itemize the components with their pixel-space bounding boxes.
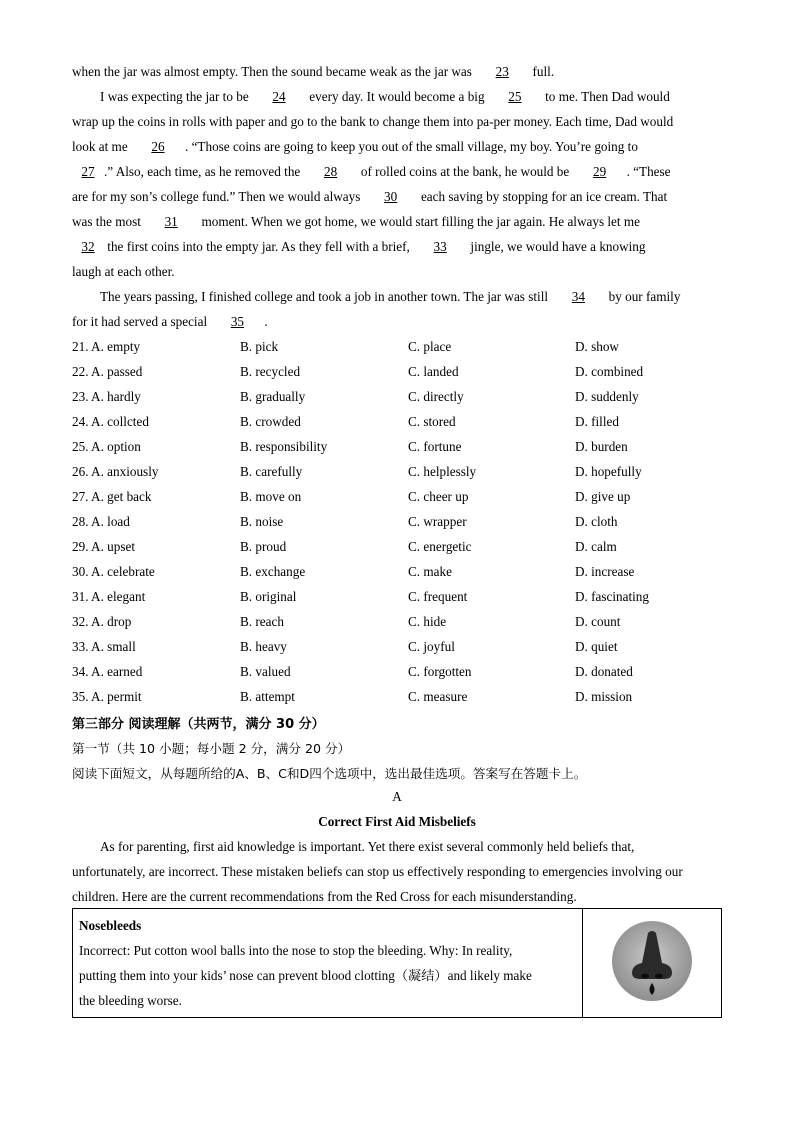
- passage-line-10: The years passing, I finished college and took a job in another town. The jar was still 34 by our family: [100, 289, 681, 304]
- option-34-b: B. valued: [240, 664, 291, 679]
- intro-line-2: unfortunately, are incorrect. These mistaken beliefs can stop us effectively responding to emergencies involving our: [72, 864, 683, 879]
- option-23-b: B. gradually: [240, 389, 306, 404]
- option-33-b: B. heavy: [240, 639, 287, 654]
- option-22-a: 22. A. passed: [72, 364, 143, 379]
- option-row-32: [72, 614, 722, 634]
- passage-letter: A: [392, 789, 402, 804]
- option-row-26: [72, 464, 722, 484]
- option-22-d: D. combined: [575, 364, 644, 379]
- option-35-b: B. attempt: [240, 689, 295, 704]
- option-24-c: C. stored: [408, 414, 456, 429]
- passage-line-11: for it had served a special 35 .: [72, 314, 268, 329]
- intro-line-3: children. Here are the current recommendations from the Red Cross for each misunderstanding.: [72, 889, 577, 904]
- blank-23: 23: [495, 64, 509, 79]
- option-25-c: C. fortune: [408, 439, 462, 454]
- option-25-b: B. responsibility: [240, 439, 328, 454]
- blank-27: 27: [81, 164, 95, 179]
- option-26-a: 26. A. anxiously: [72, 464, 159, 479]
- option-25-a: 25. A. option: [72, 439, 141, 454]
- passage-line-6: are for my son’s college fund.” Then we would always 30 each saving by stopping for an ice cream. That: [72, 189, 668, 204]
- option-row-22: [72, 364, 722, 384]
- option-34-a: 34. A. earned: [72, 664, 143, 679]
- blank-29: 29: [592, 164, 607, 179]
- option-31-a: 31. A. elegant: [72, 589, 146, 604]
- option-22-b: B. recycled: [240, 364, 301, 379]
- option-22-c: C. landed: [408, 364, 459, 379]
- option-23-c: C. directly: [408, 389, 464, 404]
- option-21-d: D. show: [575, 339, 619, 354]
- option-35-d: D. mission: [575, 689, 633, 704]
- option-33-d: D. quiet: [575, 639, 618, 654]
- option-32-a: 32. A. drop: [72, 614, 132, 629]
- section-heading: 第三部分 阅读理解（共两节，满分 30 分）: [72, 717, 325, 732]
- option-31-c: C. frequent: [408, 589, 468, 604]
- option-32-b: B. reach: [240, 614, 284, 629]
- option-row-23: [72, 389, 722, 409]
- option-27-b: B. move on: [240, 489, 302, 504]
- option-row-25: [72, 439, 722, 459]
- passage-line-4: look at me 26 . “Those coins are going to keep you out of the small village, my boy. You’re going to: [72, 139, 642, 154]
- option-35-a: 35. A. permit: [72, 689, 142, 704]
- option-24-a: 24. A. collcted: [72, 414, 149, 429]
- option-23-a: 23. A. hardly: [72, 389, 141, 404]
- nosebleed-image-cell: [583, 909, 722, 1018]
- option-34-d: D. donated: [575, 664, 633, 679]
- option-33-a: 33. A. small: [72, 639, 136, 654]
- option-32-d: D. count: [575, 614, 621, 629]
- option-29-c: C. energetic: [408, 539, 472, 554]
- option-row-34: [72, 664, 722, 684]
- option-row-35: [72, 689, 722, 709]
- passage-line-5: 27 .” Also, each time, as he removed the 28 of rolled coins at the bank, he would be 29 . “These: [72, 164, 722, 180]
- blank-25: 25: [508, 89, 522, 104]
- nosebleeds-text-cell: [73, 909, 583, 1018]
- option-27-d: D. give up: [575, 489, 631, 504]
- passage-line-8: 32 the first coins into the empty jar. As they fell with a brief, 33 jingle, we would have a knowing: [72, 239, 722, 255]
- passage-title: Correct First Aid Misbeliefs: [318, 814, 476, 829]
- option-21-c: C. place: [408, 339, 452, 354]
- option-row-33: [72, 639, 722, 659]
- intro-line-1: As for parenting, first aid knowledge is important. Yet there exist several commonly held beliefs that,: [100, 839, 635, 854]
- option-28-a: 28. A. load: [72, 514, 130, 529]
- option-29-b: B. proud: [240, 539, 287, 554]
- option-31-b: B. original: [240, 589, 297, 604]
- option-30-c: C. make: [408, 564, 452, 579]
- option-row-24: [72, 414, 722, 434]
- option-row-21: [72, 339, 722, 359]
- option-27-c: C. cheer up: [408, 489, 469, 504]
- option-26-b: B. carefully: [240, 464, 303, 479]
- option-21-b: B. pick: [240, 339, 279, 354]
- option-row-28: [72, 514, 722, 534]
- blank-28: 28: [323, 164, 338, 179]
- option-row-31: [72, 589, 722, 609]
- option-26-d: D. hopefully: [575, 464, 642, 479]
- option-35-c: C. measure: [408, 689, 468, 704]
- nosebleeds-line-1: Incorrect: Put cotton wool balls into the nose to stop the bleeding. Why: In reality,: [79, 943, 513, 958]
- option-27-a: 27. A. get back: [72, 489, 152, 504]
- option-31-d: D. fascinating: [575, 589, 649, 604]
- nosebleeds-box: [72, 908, 722, 1018]
- option-row-30: [72, 564, 722, 584]
- nosebleed-icon: [610, 919, 694, 1003]
- option-23-d: D. suddenly: [575, 389, 639, 404]
- option-row-27: [72, 489, 722, 509]
- option-29-d: D. calm: [575, 539, 617, 554]
- option-32-c: C. hide: [408, 614, 447, 629]
- option-30-b: B. exchange: [240, 564, 306, 579]
- nosebleeds-line-3: the bleeding worse.: [79, 993, 182, 1008]
- blank-24: 24: [272, 89, 286, 104]
- option-28-d: D. cloth: [575, 514, 618, 529]
- blank-33: 33: [433, 239, 447, 254]
- option-30-d: D. increase: [575, 564, 635, 579]
- passage-line-9: laugh at each other.: [72, 264, 175, 279]
- option-29-a: 29. A. upset: [72, 539, 136, 554]
- option-21-a: 21. A. empty: [72, 339, 141, 354]
- option-33-c: C. joyful: [408, 639, 455, 654]
- option-row-29: [72, 539, 722, 559]
- blank-34: 34: [571, 289, 585, 304]
- nosebleeds-line-2: putting them into your kids’ nose can prevent blood clotting（凝结）and likely make: [79, 968, 532, 983]
- blank-30: 30: [384, 189, 398, 204]
- option-28-c: C. wrapper: [408, 514, 467, 529]
- option-28-b: B. noise: [240, 514, 284, 529]
- blank-35: 35: [230, 314, 245, 329]
- blank-31: 31: [164, 214, 178, 229]
- passage-line-2: I was expecting the jar to be 24 every day. It would become a big 25 to me. Then Dad would: [100, 89, 670, 104]
- section-instruction: 阅读下面短文，从每题所给的A、B、C和D四个选项中，选出最佳选项。答案写在答题卡上。: [72, 766, 587, 781]
- option-25-d: D. burden: [575, 439, 628, 454]
- section-subheading: 第一节（共 10 小题；每小题 2 分，满分 20 分）: [72, 741, 351, 756]
- option-26-c: C. helplessly: [408, 464, 477, 479]
- option-30-a: 30. A. celebrate: [72, 564, 155, 579]
- option-24-d: D. filled: [575, 414, 619, 429]
- passage-line-1: when the jar was almost empty. Then the sound became weak as the jar was 23 full.: [72, 64, 555, 79]
- blank-26: 26: [151, 139, 165, 154]
- blank-32: 32: [81, 239, 95, 254]
- option-34-c: C. forgotten: [408, 664, 472, 679]
- passage-line-3: wrap up the coins in rolls with paper and go to the bank to change them into pa-per money. Each time, Dad would: [72, 114, 674, 129]
- passage-line-7: was the most 31 moment. When we got home, we would start filling the jar again. He always let me: [72, 214, 644, 229]
- option-24-b: B. crowded: [240, 414, 301, 429]
- nosebleeds-heading: Nosebleeds: [79, 918, 142, 933]
